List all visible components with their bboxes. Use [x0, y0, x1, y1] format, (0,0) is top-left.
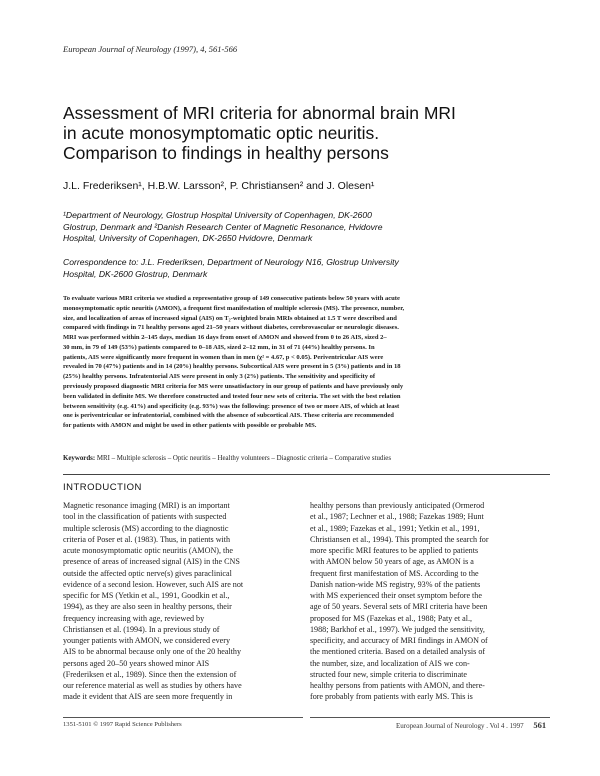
body-line: presence of areas of increased signal (AIS) in the CNS	[63, 557, 240, 567]
body-line: 1994), as they are also seen in healthy persons, their	[63, 602, 232, 612]
keywords-label: Keywords:	[63, 455, 96, 462]
abstract-line: monosymptomatic optic neuritis (AMON), a frequent first manifestation of multiple sclerosis (MS). The presence, number,	[63, 304, 405, 312]
body-line: et al., 1989; Fazekas et al., 1991; Yetkin et al., 1991,	[310, 523, 480, 533]
page-number: 561	[533, 720, 547, 730]
footer-divider-right	[310, 717, 550, 718]
keywords	[63, 455, 550, 462]
abstract-line: previously proposed diagnostic MRI criteria for MS were unsatisfactory in our group of patients and have previously only	[63, 383, 404, 391]
body-line: fore probably from patients with early MS. This is	[310, 692, 473, 702]
abstract-line: (25%) healthy persons. Infratentorial AIS were present in only 3 (2%) patients. The sensitivity and specificity of	[63, 373, 376, 381]
body-line: Christiansen et al., 1994). This prompted the search for	[310, 534, 489, 544]
body-line: more specific MRI features to be applied to patients	[310, 546, 479, 555]
keywords-list: MRI – Multiple sclerosis – Optic neuritis – Healthy volunteers – Diagnostic criteria – Comparative studies	[96, 455, 392, 462]
journal-reference: European Journal of Neurology (1997), 4, 561-566	[63, 44, 238, 54]
body-line: persons aged 20–50 years showed minor AIS	[63, 658, 210, 668]
abstract-line: To evaluate various MRI criteria we studied a representative group of 149 consecutive patients below 50 years with acute	[63, 295, 400, 302]
correspondence-line: Hospital, DK-2600 Glostrup, Denmark	[63, 268, 208, 279]
body-line: AIS to be abnormal because only one of the 20 healthy	[63, 647, 242, 657]
body-line: the mentioned criteria. Based on a detailed analysis of	[310, 647, 486, 657]
body-line: specificity, and accuracy of MRI findings in AMON of	[310, 636, 488, 645]
body-line: structed four new, simple criteria to discriminate	[310, 669, 468, 679]
body-line: proposed for MS (Fazekas et al., 1988; Paty et al.,	[310, 613, 473, 623]
abstract-line: between sensitivity (e.g. 41%) and specificity (e.g. 93%) was the following: presence of two or more AIS, of which at least	[63, 402, 400, 410]
title-line: Comparison to findings in healthy persons	[63, 143, 389, 163]
title-line: Assessment of MRI criteria for abnormal brain MRI	[63, 103, 456, 123]
abstract	[63, 294, 550, 431]
affiliation-line: Glostrup, Denmark and ²Danish Research Center of Magnetic Resonance, Hvidovre	[63, 221, 383, 232]
abstract-line: one is periventricular or infratentorial, combined with the absence of subcortical AIS. These criteria are recommended	[63, 412, 394, 420]
body-line: Christiansen et al. (1994). In a previous study of	[63, 624, 220, 634]
correspondence	[63, 257, 543, 280]
body-line: healthy persons than previously anticipated (Ormerod	[310, 501, 485, 510]
body-line: age of 50 years. Several sets of MRI criteria have been	[310, 602, 488, 612]
body-line: our reference material as well as studies by others have	[63, 681, 242, 690]
authors: J.L. Frederiksen¹, H.B.W. Larsson², P. Christiansen² and J. Olesen¹	[63, 180, 375, 192]
abstract-line: revealed in 70 (47%) patients and in 14 (20%) healthy persons. Subcortical AIS were present in 5 (3%) patients and in 18	[63, 363, 401, 371]
copyright-footer: 1351-5101 © 1997 Rapid Science Publishers	[63, 721, 182, 728]
abstract-line: been validated in definite MS. We therefore constructed and tested four new sets of criteria. The set with the best relation	[63, 392, 401, 400]
body-line: criteria of Poser et al. (1983). Thus, in patients with	[63, 534, 231, 544]
journal-footer-text: European Journal of Neurology . Vol 4 . 1997	[396, 722, 524, 730]
body-line: the number, size, and localization of AIS we con-	[310, 658, 470, 668]
body-line: tool in the classification of patients with suspected	[63, 512, 227, 522]
body-line: with AMON below 50 years of age, as AMON is a	[310, 557, 474, 567]
body-line: et al., 1987; Lechner et al., 1988; Fazekas 1989; Hunt	[310, 512, 484, 522]
affiliation-line: Hospital, University of Copenhagen, DK-2650 Hvidovre, Denmark	[63, 233, 313, 244]
abstract-line: MRI was performed within 2–145 days, median 16 days from onset of AMON and showed from 0 to 26 AIS, sized 2–	[63, 334, 387, 342]
abstract-line: patients, AIS were significantly more frequent in women than in men (χ² = 4.67, p < 0.05). Periventricular AIS were	[63, 353, 384, 361]
body-line: evidence of a second lesion. However, such AIS are not	[63, 579, 244, 589]
body-column-right	[310, 500, 550, 703]
section-divider	[63, 474, 550, 475]
body-line: younger patients with AMON, we considered every	[63, 636, 231, 645]
body-line: acute monosymptomatic optic neuritis (AMON), the	[63, 546, 233, 555]
body-line: specific for MS (Yetkin et al., 1991, Goodkin et al.,	[63, 591, 230, 600]
title-line: in acute monosymptomatic optic neuritis.	[63, 123, 380, 143]
body-line: multiple sclerosis (MS) according to the diagnostic	[63, 523, 229, 533]
affiliation-line: ¹Department of Neurology, Glostrup Hospital University of Copenhagen, DK-2600	[63, 210, 372, 220]
section-heading: INTRODUCTION	[63, 482, 142, 493]
footer-divider-left	[63, 717, 303, 718]
abstract-line: size, and localization of areas of increased signal (AIS) on T₂-weighted brain MRIs obtained at 1.5 T were described and	[63, 314, 397, 322]
body-line: with MS experienced their onset symptom before the	[310, 591, 482, 600]
body-line: made it evident that AIS are seen more frequently in	[63, 692, 233, 702]
body-line: healthy persons from patients with AMON, and there-	[310, 681, 485, 690]
affiliations	[63, 210, 543, 245]
correspondence-line: Correspondence to: J.L. Frederiksen, Department of Neurology N16, Glostrup University	[63, 257, 399, 267]
body-column-left	[63, 500, 303, 703]
body-line: Danish nation-wide MS registry, 93% of the patients	[310, 579, 481, 589]
body-line: frequency increasing with age, reviewed by	[63, 613, 205, 623]
abstract-line: 30 mm, in 79 of 149 (53%) patients compared to 0–18 AIS, sized 2–12 mm, in 31 of 71 (44%) healthy persons. In	[63, 343, 375, 351]
body-line: frequent first manifestation of MS. According to the	[310, 568, 479, 578]
body-line: 1988; Barkhof et al., 1997). We judged the sensitivity,	[310, 624, 485, 634]
paper-title	[63, 103, 543, 163]
abstract-line: compared with findings in 71 healthy persons aged 21–50 years without diabetes, cerebrovascular or neurologic diseases.	[63, 324, 399, 332]
journal-footer	[396, 720, 546, 730]
body-line: (Frederiksen et al., 1989). Since then the extension of	[63, 669, 237, 679]
body-line: outside the affected optic nerve(s) gives paraclinical	[63, 568, 232, 578]
body-line: Magnetic resonance imaging (MRI) is an important	[63, 501, 230, 510]
abstract-line: for patients with AMON and might be used in other patients with possible or probable MS.	[63, 422, 317, 430]
